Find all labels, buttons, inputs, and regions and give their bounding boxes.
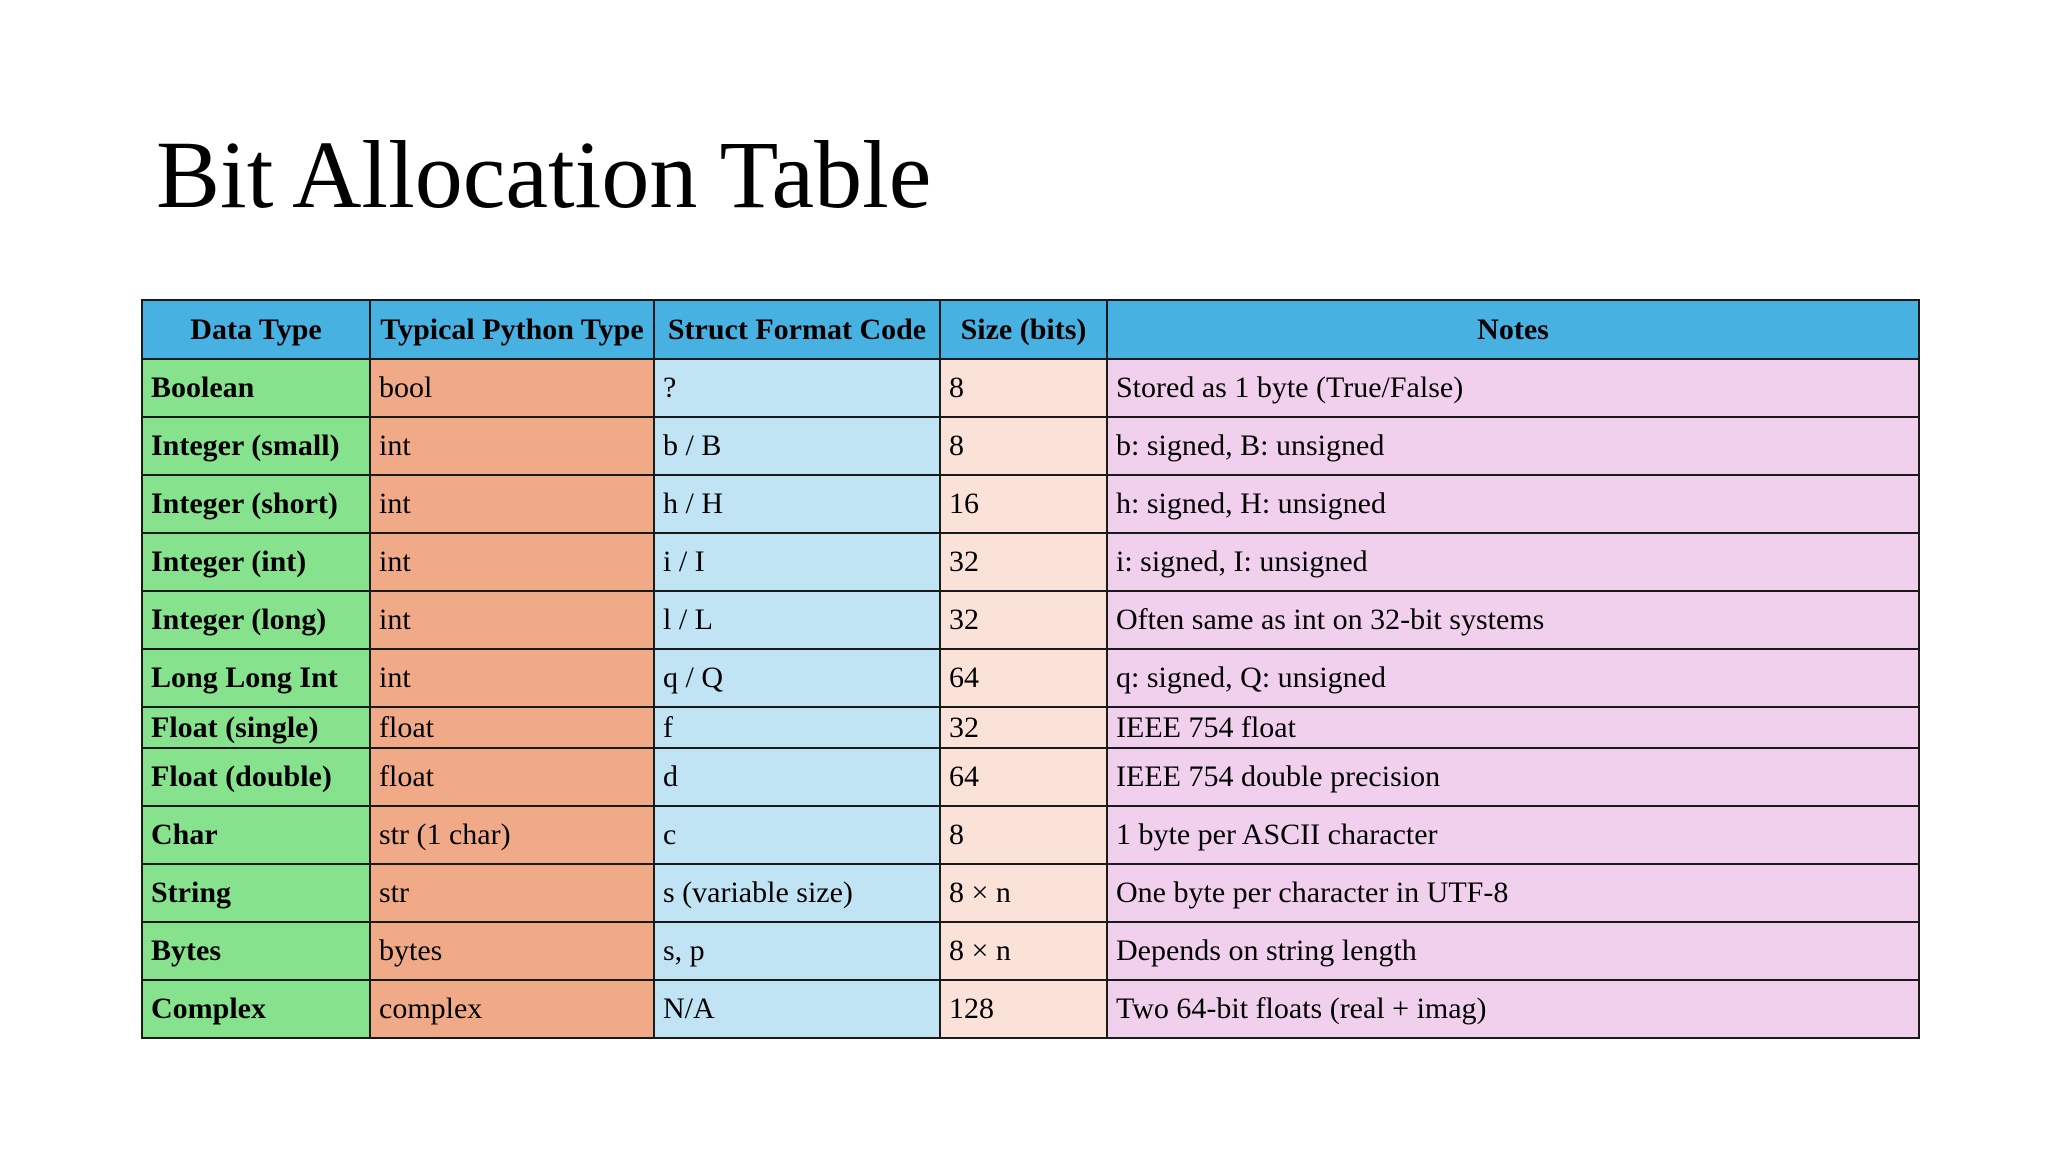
header-size-bits: Size (bits) [940,300,1107,359]
header-python-type: Typical Python Type [370,300,654,359]
header-struct-format-code: Struct Format Code [654,300,940,359]
header-row [142,300,1919,359]
size-cell: 128 [940,980,1107,1038]
data-type-cell: String [142,864,370,922]
notes-cell: Often same as int on 32-bit systems [1107,591,1919,649]
struct-code-cell: f [654,707,940,748]
python-type-cell: int [370,591,654,649]
python-type-cell: complex [370,980,654,1038]
notes-cell: Two 64-bit floats (real + imag) [1107,980,1919,1038]
notes-cell: Depends on string length [1107,922,1919,980]
notes-cell: q: signed, Q: unsigned [1107,649,1919,707]
size-cell: 32 [940,707,1107,748]
table-row [142,748,1919,806]
header-data-type: Data Type [142,300,370,359]
table-row [142,922,1919,980]
python-type-cell: int [370,649,654,707]
size-cell: 32 [940,533,1107,591]
python-type-cell: int [370,417,654,475]
struct-code-cell: h / H [654,475,940,533]
python-type-cell: float [370,748,654,806]
size-cell: 8 × n [940,864,1107,922]
size-cell: 16 [940,475,1107,533]
size-cell: 32 [940,591,1107,649]
data-type-cell: Long Long Int [142,649,370,707]
table-row [142,806,1919,864]
page-title: Bit Allocation Table [156,121,932,228]
notes-cell: 1 byte per ASCII character [1107,806,1919,864]
notes-cell: Stored as 1 byte (True/False) [1107,359,1919,417]
data-type-cell: Complex [142,980,370,1038]
data-type-cell: Integer (short) [142,475,370,533]
python-type-cell: str (1 char) [370,806,654,864]
table-row [142,475,1919,533]
size-cell: 64 [940,748,1107,806]
bit-allocation-table-container [141,299,1918,1039]
table-row [142,864,1919,922]
size-cell: 8 × n [940,922,1107,980]
table-row [142,980,1919,1038]
struct-code-cell: d [654,748,940,806]
table-row [142,591,1919,649]
struct-code-cell: q / Q [654,649,940,707]
notes-cell: One byte per character in UTF-8 [1107,864,1919,922]
python-type-cell: str [370,864,654,922]
notes-cell: b: signed, B: unsigned [1107,417,1919,475]
data-type-cell: Boolean [142,359,370,417]
struct-code-cell: c [654,806,940,864]
struct-code-cell: N/A [654,980,940,1038]
data-type-cell: Float (double) [142,748,370,806]
notes-cell: IEEE 754 double precision [1107,748,1919,806]
notes-cell: i: signed, I: unsigned [1107,533,1919,591]
size-cell: 8 [940,806,1107,864]
struct-code-cell: s (variable size) [654,864,940,922]
table-row [142,417,1919,475]
python-type-cell: bool [370,359,654,417]
python-type-cell: bytes [370,922,654,980]
table-row [142,533,1919,591]
size-cell: 8 [940,359,1107,417]
bit-allocation-table [141,299,1920,1039]
table-row [142,359,1919,417]
data-type-cell: Integer (small) [142,417,370,475]
size-cell: 8 [940,417,1107,475]
struct-code-cell: l / L [654,591,940,649]
struct-code-cell: b / B [654,417,940,475]
struct-code-cell: i / I [654,533,940,591]
notes-cell: IEEE 754 float [1107,707,1919,748]
struct-code-cell: s, p [654,922,940,980]
data-type-cell: Integer (int) [142,533,370,591]
python-type-cell: int [370,475,654,533]
table-row [142,707,1919,748]
python-type-cell: int [370,533,654,591]
data-type-cell: Char [142,806,370,864]
table-body [142,359,1919,1038]
table-row [142,649,1919,707]
data-type-cell: Integer (long) [142,591,370,649]
size-cell: 64 [940,649,1107,707]
data-type-cell: Bytes [142,922,370,980]
python-type-cell: float [370,707,654,748]
notes-cell: h: signed, H: unsigned [1107,475,1919,533]
data-type-cell: Float (single) [142,707,370,748]
header-notes: Notes [1107,300,1919,359]
struct-code-cell: ? [654,359,940,417]
